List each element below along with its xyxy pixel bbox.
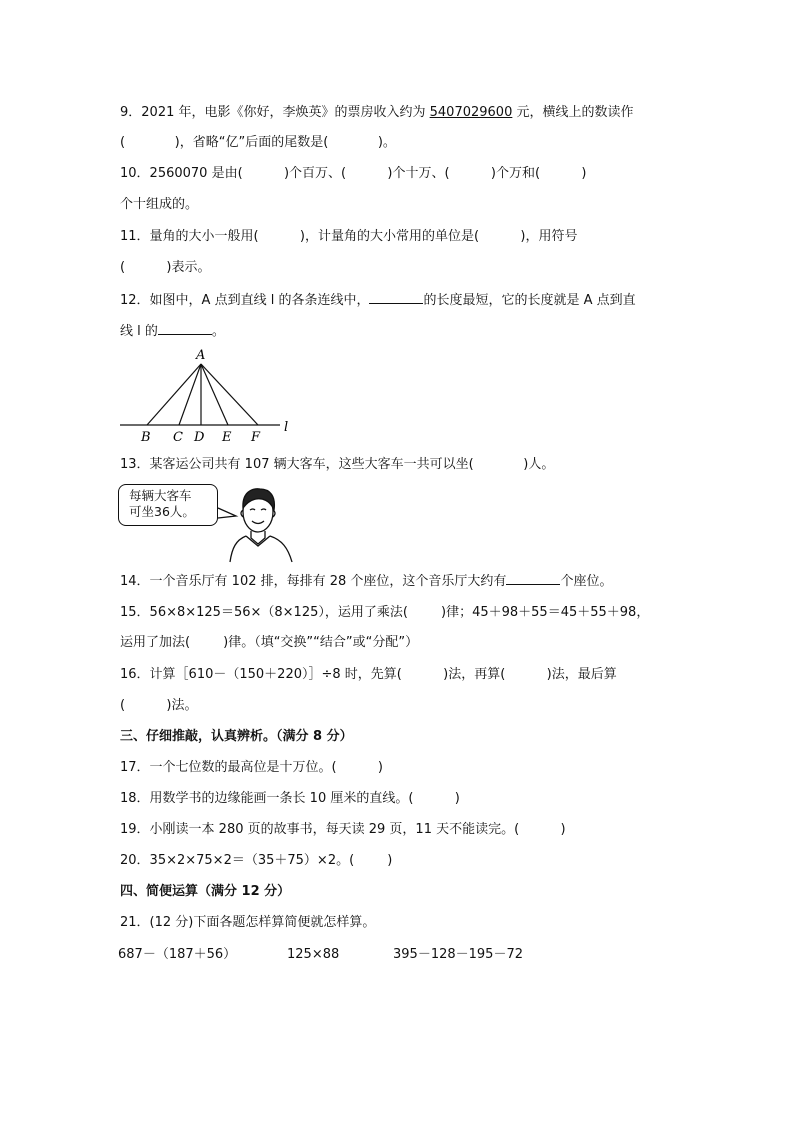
expression-1: 687－（187＋56） <box>118 947 237 962</box>
section-4-title: 四、简便运算（满分 12 分） <box>120 884 291 899</box>
question-10-line-1: 10．2560070 是由( )个百万、( )个十万、( )个万和( ) <box>120 166 587 181</box>
question-12-line-2 <box>120 322 225 341</box>
question-13-line-1: 13．某客运公司共有 107 辆大客车，这些大客车一共可以坐( )人。 <box>120 457 555 472</box>
question-12-text-a: 12．如图中，A 点到直线 l 的各条连线中， <box>120 293 370 308</box>
answer-blank[interactable] <box>158 322 212 335</box>
label-l: l <box>284 420 289 435</box>
question-15-line-2: 运用了加法( )律。（填“交换”“结合”或“分配”） <box>120 635 419 650</box>
question-18: 18．用数学书的边缘能画一条长 10 厘米的直线。( ) <box>120 791 460 806</box>
question-12-line-1 <box>120 291 636 310</box>
label-F: F <box>251 430 261 445</box>
question-14-text-a: 14．一个音乐厅有 102 排，每排有 28 个座位，这个音乐厅大约有 <box>120 574 507 589</box>
person-illustration <box>200 486 304 566</box>
question-17: 17．一个七位数的最高位是十万位。( ) <box>120 760 384 775</box>
question-16-line-2: ( )法。 <box>120 698 198 713</box>
question-14-text-b: 个座位。 <box>560 574 613 589</box>
section-3-title: 三、仔细推敲，认真辨析。（满分 8 分） <box>120 729 353 744</box>
question-12-text-b: 的长度最短，它的长度就是 A 点到直 <box>423 293 636 308</box>
question-16-line-1: 16．计算［610－（150＋220）］÷8 时，先算( )法，再算( )法，最后算 <box>120 667 617 682</box>
segment-AE <box>201 364 228 425</box>
question-12-text-d: 。 <box>211 324 225 339</box>
bubble-line-1: 每辆大客车 <box>129 488 192 503</box>
segment-AB <box>147 364 201 425</box>
label-B: B <box>141 430 151 445</box>
segment-AF <box>201 364 258 425</box>
bubble-line-2: 可坐36人。 <box>129 504 195 519</box>
question-9-line-2: ( )，省略“亿”后面的尾数是( )。 <box>120 135 396 150</box>
label-A: A <box>196 348 206 363</box>
question-9-text-a: 9．2021 年，电影《你好，李焕英》的票房收入约为 <box>120 105 430 120</box>
label-E: E <box>222 430 232 445</box>
question-20: 20．35×2×75×2＝（35＋75）×2。( ) <box>120 853 393 868</box>
question-9-text-b: 元，横线上的数读作 <box>512 105 634 120</box>
question-14-line <box>120 572 612 591</box>
question-10-line-2: 个十组成的。 <box>120 197 199 212</box>
label-C: C <box>173 430 183 445</box>
answer-blank[interactable] <box>369 291 423 304</box>
question-9-line-1 <box>120 104 633 122</box>
label-D: D <box>194 430 205 445</box>
expression-3: 395－128－195－72 <box>393 947 523 962</box>
question-19: 19．小刚读一本 280 页的故事书，每天读 29 页，11 天不能读完。( ) <box>120 822 566 837</box>
question-15-line-1: 15．56×8×125＝56×（8×125），运用了乘法( )律；45＋98＋55＝45＋55＋98， <box>120 605 650 620</box>
answer-blank[interactable] <box>506 572 560 585</box>
question-11-line-2: ( )表示。 <box>120 260 211 275</box>
question-21: 21．(12 分)下面各题怎样算简便就怎样算。 <box>120 915 376 930</box>
question-9-number: 5407029600 <box>429 105 513 120</box>
segment-AC <box>179 364 201 425</box>
question-11-line-1: 11．量角的大小一般用( )，计量角的大小常用的单位是( )，用符号 <box>120 229 578 244</box>
expression-2: 125×88 <box>287 947 340 962</box>
question-12-text-c: 线 l 的 <box>120 324 158 339</box>
perpendicular-figure <box>110 342 300 448</box>
